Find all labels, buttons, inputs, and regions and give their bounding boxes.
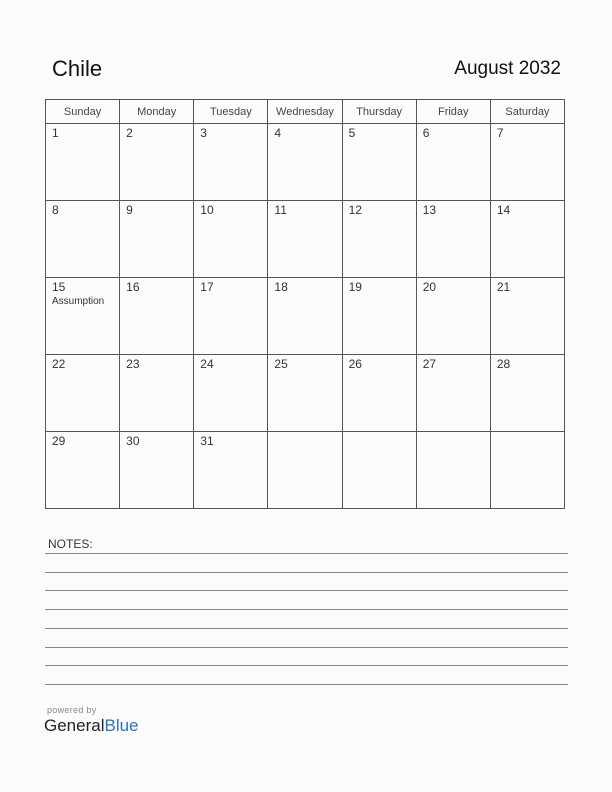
month-title: August 2032	[454, 58, 561, 79]
day-number: 19	[348, 280, 362, 294]
note-line	[45, 553, 568, 554]
day-number: 9	[126, 203, 133, 217]
note-line	[45, 590, 568, 591]
weekday-wednesday: Wednesday	[268, 100, 342, 124]
week-row	[46, 201, 565, 278]
day-number: 10	[200, 203, 214, 217]
calendar-grid	[45, 99, 565, 509]
day-cell	[194, 432, 268, 509]
day-number: 26	[348, 357, 362, 371]
brand-logo[interactable]	[44, 716, 139, 736]
day-number: 14	[496, 203, 511, 217]
day-number: 7	[496, 126, 504, 140]
day-cell	[46, 278, 120, 355]
country-title: Chile	[52, 56, 103, 81]
note-line	[45, 684, 568, 685]
weekday-header-row	[46, 100, 565, 124]
day-cell	[342, 355, 416, 432]
week-row	[46, 355, 565, 432]
day-number: 29	[52, 434, 66, 448]
brand-blue: Blue	[104, 716, 139, 735]
weekday-friday: Friday	[416, 100, 490, 124]
day-cell	[194, 124, 268, 201]
day-number	[268, 432, 341, 435]
powered-by-text: powered by	[47, 705, 97, 715]
day-number: 31	[200, 434, 214, 448]
weekday-thursday: Thursday	[342, 100, 416, 124]
day-cell	[490, 432, 564, 509]
day-number: 15	[52, 280, 66, 294]
week-row	[46, 432, 565, 509]
day-cell	[342, 124, 416, 201]
note-line	[45, 665, 568, 666]
day-cell	[490, 124, 564, 201]
day-cell	[416, 124, 490, 201]
day-number: 30	[126, 434, 140, 448]
day-cell	[342, 432, 416, 509]
day-number: 2	[126, 126, 133, 140]
day-number: 6	[422, 126, 430, 140]
day-cell	[194, 201, 268, 278]
day-number	[343, 432, 416, 435]
day-cell	[268, 355, 342, 432]
day-number: 28	[496, 357, 511, 371]
day-cell	[268, 201, 342, 278]
day-cell	[268, 278, 342, 355]
day-number: 24	[200, 357, 214, 371]
day-number: 1	[52, 126, 59, 140]
day-number: 4	[274, 126, 282, 140]
day-number: 5	[348, 126, 356, 140]
note-line	[45, 647, 568, 648]
day-cell	[120, 355, 194, 432]
day-cell	[46, 201, 120, 278]
day-number: 13	[422, 203, 437, 217]
day-cell	[194, 355, 268, 432]
day-number: 3	[200, 126, 207, 140]
day-cell	[194, 278, 268, 355]
day-number: 8	[52, 203, 59, 217]
day-number: 21	[496, 280, 511, 294]
holiday-label: Assumption	[52, 296, 105, 307]
day-number: 17	[200, 280, 214, 294]
day-number: 23	[126, 357, 140, 371]
weekday-saturday: Saturday	[490, 100, 564, 124]
day-number: 11	[274, 203, 287, 217]
day-cell	[268, 124, 342, 201]
day-cell	[120, 124, 194, 201]
day-cell	[416, 278, 490, 355]
day-cell	[268, 432, 342, 509]
day-number: 22	[52, 357, 66, 371]
brand-general: General	[44, 716, 105, 735]
weekday-tuesday: Tuesday	[194, 100, 268, 124]
week-row	[46, 278, 565, 355]
day-cell	[416, 432, 490, 509]
day-cell	[120, 432, 194, 509]
day-number: 20	[422, 280, 437, 294]
note-line	[45, 628, 568, 629]
week-row	[46, 124, 565, 201]
weekday-monday: Monday	[120, 100, 194, 124]
note-line	[45, 609, 568, 610]
day-cell	[342, 201, 416, 278]
day-cell	[490, 278, 564, 355]
weekday-sunday: Sunday	[46, 100, 120, 124]
day-number	[417, 432, 490, 435]
day-cell	[416, 201, 490, 278]
note-line	[45, 572, 568, 573]
day-cell	[120, 201, 194, 278]
day-number: 25	[274, 357, 288, 371]
day-number: 16	[126, 280, 140, 294]
notes-label: NOTES:	[48, 537, 93, 551]
day-cell	[46, 124, 120, 201]
day-cell	[342, 278, 416, 355]
day-cell	[46, 432, 120, 509]
day-cell	[490, 355, 564, 432]
day-cell	[416, 355, 490, 432]
day-cell	[490, 201, 564, 278]
day-number: 12	[348, 203, 362, 217]
day-cell	[120, 278, 194, 355]
day-number: 18	[274, 280, 288, 294]
day-number	[491, 432, 564, 435]
day-cell	[46, 355, 120, 432]
day-number: 27	[422, 357, 437, 371]
